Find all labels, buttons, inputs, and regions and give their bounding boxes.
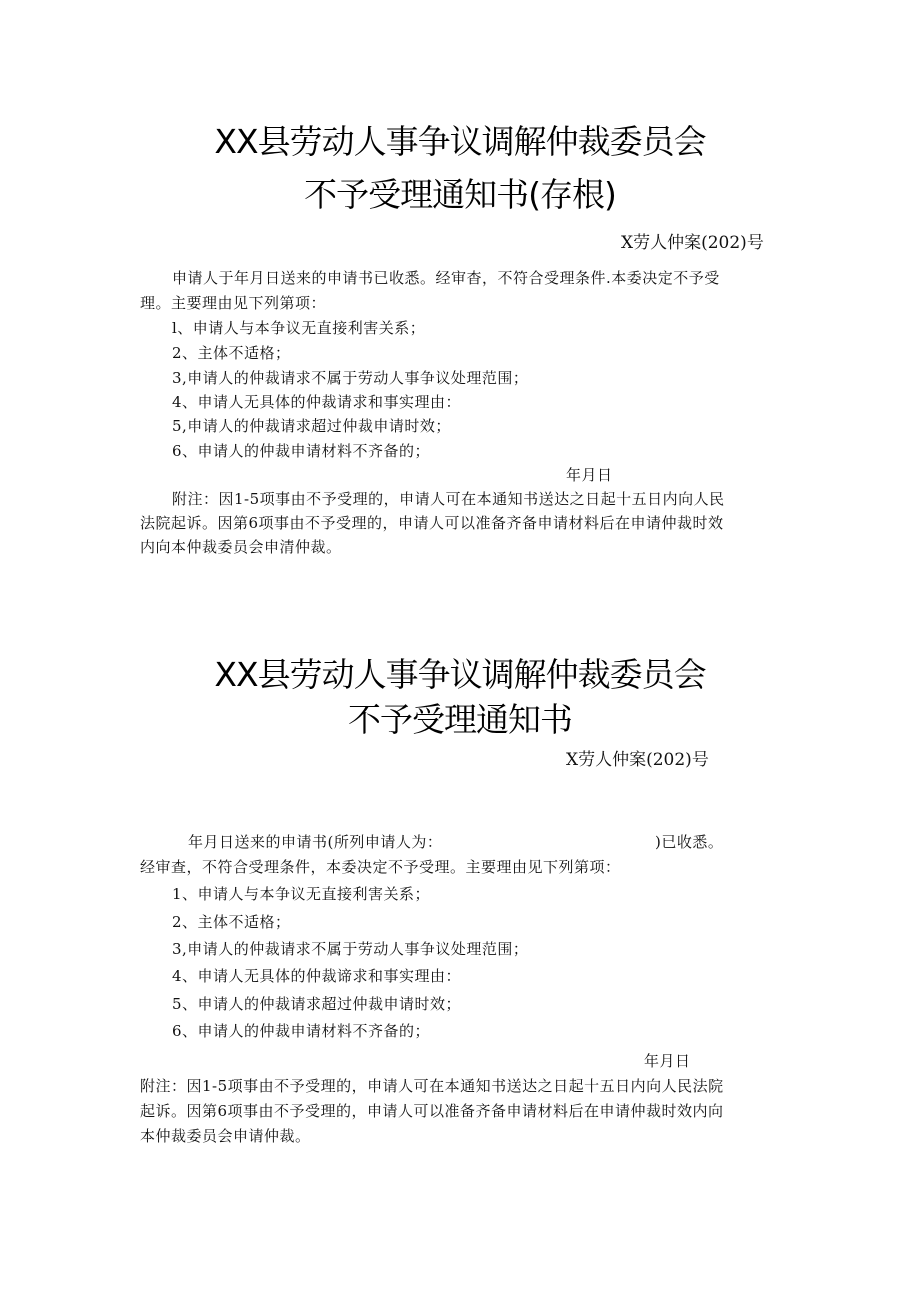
notice-date: 年月日	[644, 1052, 691, 1070]
stub-body-line2: 理。主要理由见下列第项：	[140, 294, 327, 312]
notice-reason-3: 3,申请人的仲裁请求不属于劳动人事争议处理范围；	[172, 940, 529, 958]
stub-body-line1: 申请人于年月日送来的申请书已收悉。经审杳，不符合受理条件.本委决定不予受	[172, 269, 720, 287]
notice-reason-5: 5、申请人的仲裁请求超过仲裁申请时效；	[172, 995, 462, 1013]
notice-reason-4: 4、申请人无具体的仲裁谛求和事实理由：	[172, 967, 462, 985]
notice-title-line2: 不予受理通知书	[348, 700, 572, 739]
notice-body-line1-b: )已收悉。	[655, 833, 724, 851]
stub-note-line1: 附注：因1-5项事由不予受理的，申请人可在本通知书送达之日起十五日内向人民	[172, 490, 725, 508]
notice-reason-2: 2、主体不适格；	[172, 913, 291, 931]
notice-note-line3: 本仲裁委员会申请仲裁。	[140, 1127, 311, 1145]
notice-reason-1: 1、申请人与本争议无直接利害关系；	[172, 885, 431, 903]
notice-body-line2: 经审查，不符合受理条件，本委决定不予受理。主要理由见下列第项：	[140, 858, 621, 876]
stub-date: 年月日	[566, 466, 613, 484]
stub-reason-2: 2、主体不适格；	[172, 344, 291, 362]
stub-title-line2: 不予受理通知书(存根)	[304, 175, 616, 214]
notice-note-line2: 起诉。因第6项事由不予受理的，申请人可以准备齐备申请材料后在申请仲裁时效内向	[140, 1102, 724, 1120]
stub-note-line2: 法院起诉。因第6项事由不予受理的，申请人可以准备齐备申请材料后在申请仲裁时效	[140, 514, 724, 532]
stub-note-line3: 内向本仲裁委员会申清仲裁。	[140, 538, 342, 556]
stub-reason-4: 4、申请人无具体的仲裁请求和事实理由：	[172, 393, 462, 411]
notice-case-number: X劳人仲案(202)号	[566, 750, 709, 770]
notice-note-line1: 附注：因1-5项事由不予受理的，申请人可在本通知书送达之日起十五日内向人民法院	[140, 1077, 724, 1095]
notice-body-line1-a: 年月日送来的申请书(所列申请人为：	[188, 833, 443, 851]
stub-reason-6: 6、申请人的仲裁申请材料不齐备的；	[172, 442, 431, 460]
notice-title-line1: XX县劳动人事争议调解仲裁委员会	[214, 655, 706, 694]
stub-reason-5: 5,申请人的仲裁请求超过仲裁申请时效；	[172, 417, 451, 435]
stub-case-number: X劳人仲案(202)号	[621, 233, 764, 253]
notice-reason-6: 6、申请人的仲裁申请材料不齐备的；	[172, 1022, 431, 1040]
stub-title-line1: XX县劳动人事争议调解仲裁委员会	[214, 122, 706, 161]
stub-reason-1: l、申请人与本争议无直接利害关系；	[172, 319, 426, 337]
stub-reason-3: 3,申请人的仲裁请求不属于劳动人事争议处理范围；	[172, 369, 529, 387]
